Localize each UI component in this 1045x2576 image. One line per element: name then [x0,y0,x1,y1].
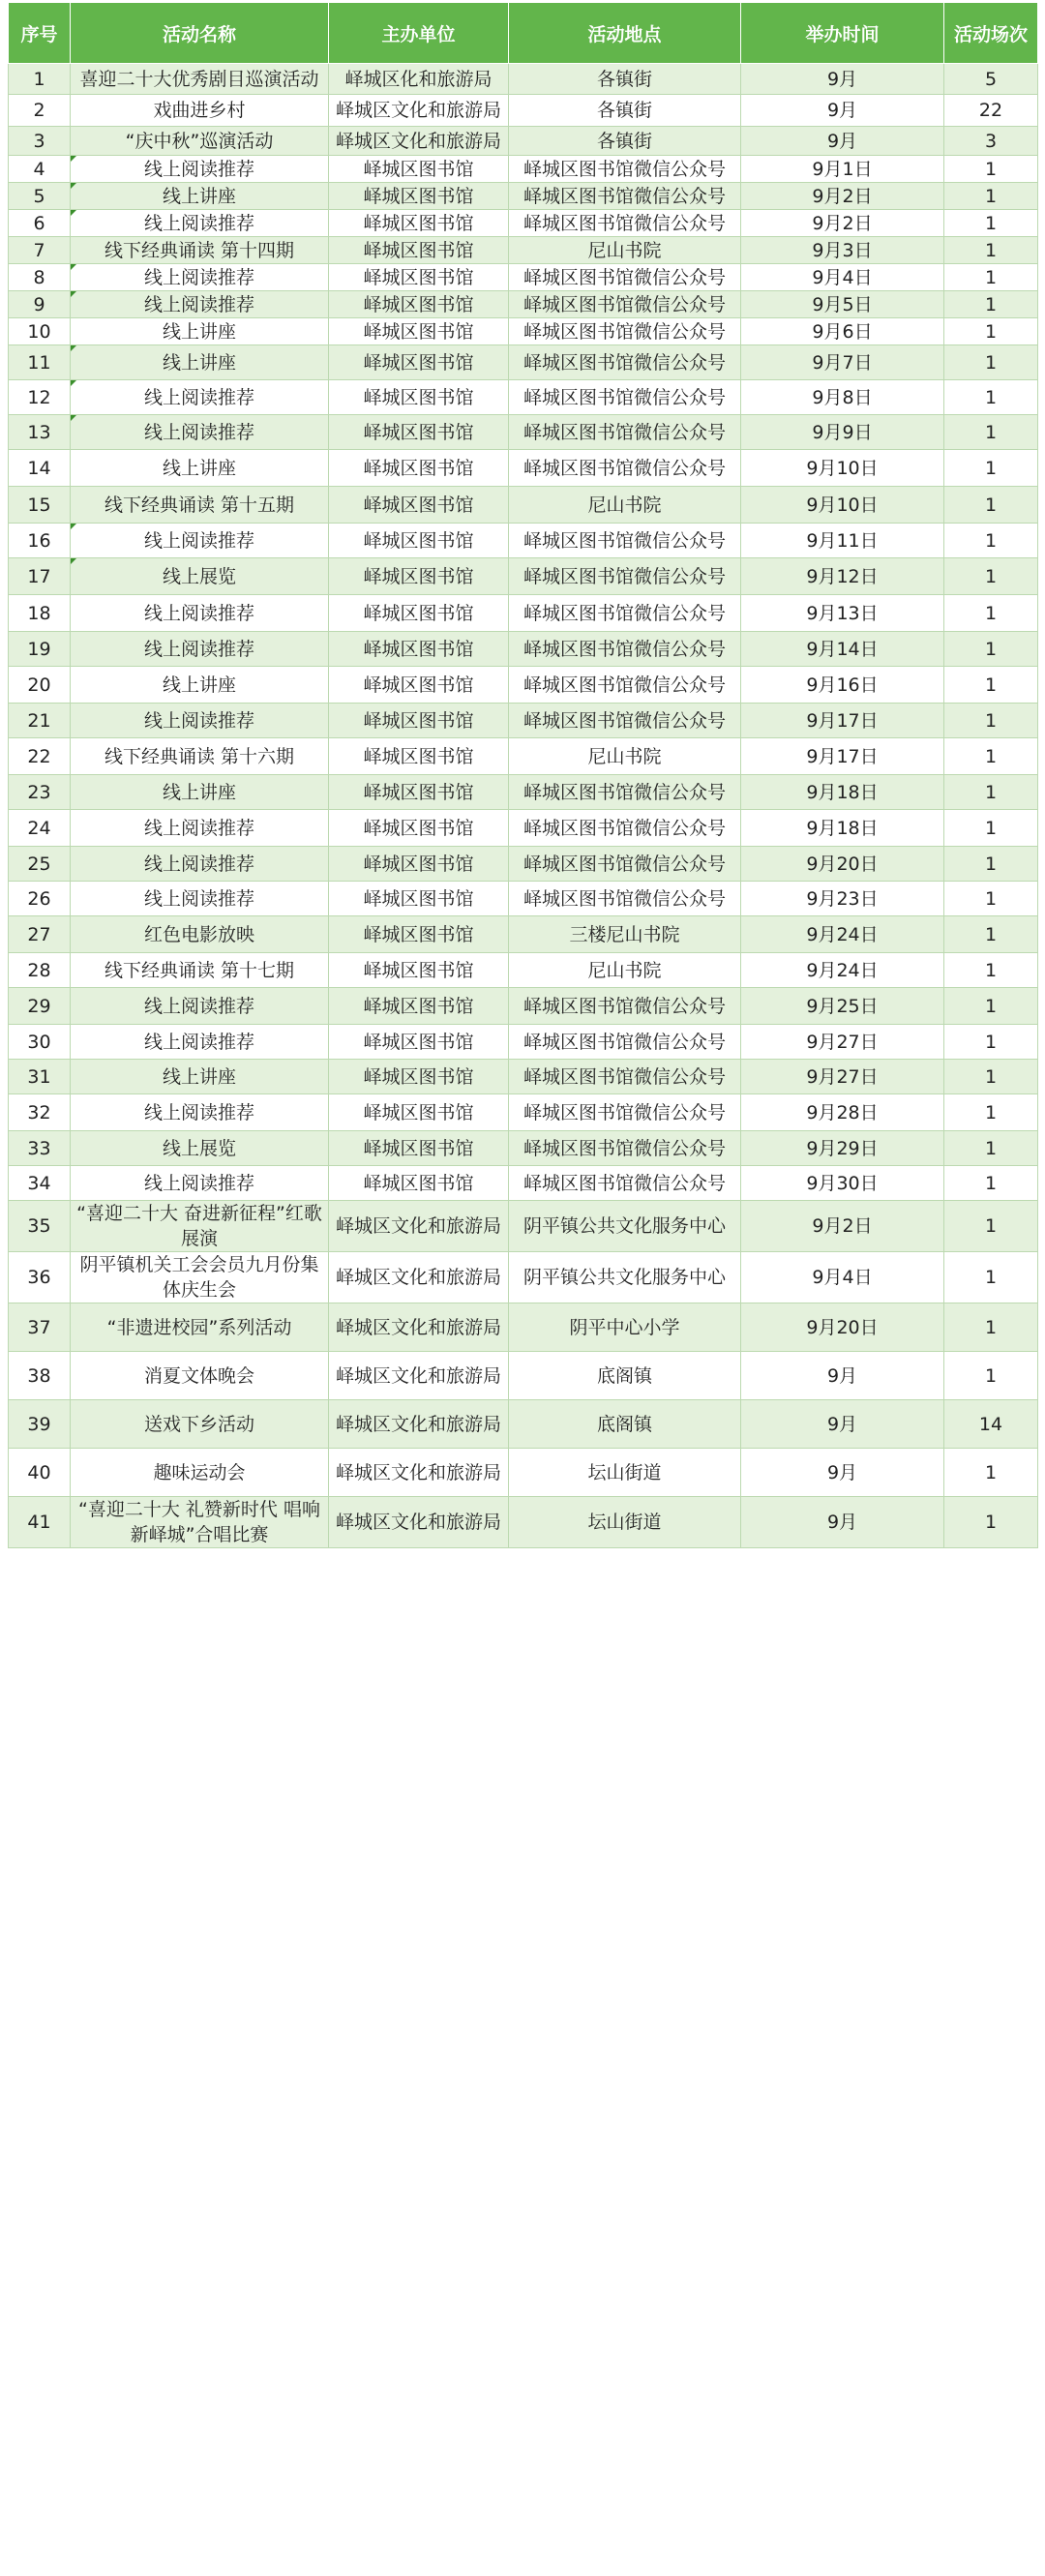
cell-organizer: 峄城区文化和旅游局 [329,1497,509,1548]
cell-location: 峄城区图书馆微信公众号 [509,291,741,318]
cell-activity-name: “喜迎二十大 礼赞新时代 唱响新峄城”合唱比赛 [71,1497,329,1548]
cell-organizer: 峄城区图书馆 [329,1131,509,1166]
cell-date: 9月24日 [741,953,944,988]
cell-location: 峄城区图书馆微信公众号 [509,775,741,810]
cell-organizer: 峄城区图书馆 [329,988,509,1025]
cell-location: 峄城区图书馆微信公众号 [509,415,741,450]
table-row [9,1252,1038,1303]
cell-date: 9月13日 [741,595,944,632]
cell-organizer: 峄城区图书馆 [329,291,509,318]
cell-organizer: 峄城区图书馆 [329,810,509,847]
cell-number: 25 [9,847,71,882]
cell-number: 14 [9,450,71,487]
cell-session-count: 1 [944,916,1038,953]
cell-activity-name: 线上阅读推荐 [71,264,329,291]
cell-session-count: 1 [944,1131,1038,1166]
table-row [9,1166,1038,1201]
cell-session-count: 1 [944,1166,1038,1201]
cell-number: 17 [9,558,71,595]
cell-session-count: 1 [944,882,1038,916]
cell-date: 9月29日 [741,1131,944,1166]
cell-location: 峄城区图书馆微信公众号 [509,810,741,847]
table-row [9,810,1038,847]
cell-number: 9 [9,291,71,318]
cell-date: 9月 [741,1352,944,1400]
table-row [9,1449,1038,1497]
cell-activity-name: 线上阅读推荐 [71,847,329,882]
cell-session-count: 1 [944,810,1038,847]
cell-location: 峄城区图书馆微信公众号 [509,1166,741,1201]
cell-number: 21 [9,704,71,738]
cell-location: 峄城区图书馆微信公众号 [509,183,741,210]
cell-session-count: 1 [944,237,1038,264]
cell-activity-name: 消夏文体晚会 [71,1352,329,1400]
cell-location: 峄城区图书馆微信公众号 [509,345,741,380]
table-row [9,953,1038,988]
cell-organizer: 峄城区图书馆 [329,1025,509,1060]
cell-date: 9月10日 [741,450,944,487]
cell-session-count: 1 [944,847,1038,882]
cell-number: 15 [9,487,71,524]
cell-number: 39 [9,1400,71,1449]
cell-number: 19 [9,632,71,667]
cell-session-count: 1 [944,1303,1038,1352]
cell-activity-name: 红色电影放映 [71,916,329,953]
cell-location: 尼山书院 [509,738,741,775]
table-row [9,237,1038,264]
cell-activity-name: 线上阅读推荐 [71,1094,329,1131]
cell-date: 9月 [741,127,944,156]
cell-session-count: 1 [944,558,1038,595]
cell-activity-name: 线上讲座 [71,1060,329,1094]
cell-location: 各镇街 [509,95,741,127]
cell-organizer: 峄城区图书馆 [329,318,509,345]
cell-number: 35 [9,1201,71,1252]
cell-organizer: 峄城区文化和旅游局 [329,95,509,127]
cell-location: 峄城区图书馆微信公众号 [509,1025,741,1060]
cell-session-count: 1 [944,1094,1038,1131]
cell-organizer: 峄城区图书馆 [329,415,509,450]
cell-session-count: 5 [944,64,1038,95]
cell-activity-name: “非遗进校园”系列活动 [71,1303,329,1352]
cell-location: 各镇街 [509,64,741,95]
cell-location: 坛山街道 [509,1449,741,1497]
cell-session-count: 1 [944,156,1038,183]
cell-date: 9月 [741,1400,944,1449]
cell-activity-name: 线上阅读推荐 [71,632,329,667]
table-row [9,524,1038,558]
cell-location: 峄城区图书馆微信公众号 [509,450,741,487]
cell-organizer: 峄城区图书馆 [329,237,509,264]
cell-date: 9月27日 [741,1025,944,1060]
cell-organizer: 峄城区文化和旅游局 [329,1352,509,1400]
table-row [9,916,1038,953]
cell-number: 10 [9,318,71,345]
cell-date: 9月18日 [741,810,944,847]
cell-location: 峄城区图书馆微信公众号 [509,1094,741,1131]
cell-session-count: 3 [944,127,1038,156]
cell-location: 尼山书院 [509,237,741,264]
cell-organizer: 峄城区图书馆 [329,953,509,988]
cell-location: 阴平镇公共文化服务中心 [509,1252,741,1303]
cell-location: 峄城区图书馆微信公众号 [509,988,741,1025]
cell-organizer: 峄城区文化和旅游局 [329,1201,509,1252]
cell-location: 坛山街道 [509,1497,741,1548]
cell-number: 30 [9,1025,71,1060]
cell-date: 9月2日 [741,210,944,237]
table-row [9,882,1038,916]
cell-date: 9月 [741,1449,944,1497]
cell-date: 9月8日 [741,380,944,415]
cell-location: 峄城区图书馆微信公众号 [509,595,741,632]
cell-session-count: 1 [944,380,1038,415]
cell-date: 9月2日 [741,1201,944,1252]
cell-location: 尼山书院 [509,487,741,524]
table-row [9,127,1038,156]
cell-activity-name: 线上阅读推荐 [71,380,329,415]
activities-table [8,2,1038,1548]
column-header-session-count: 活动场次 [944,3,1038,64]
cell-session-count: 14 [944,1400,1038,1449]
table-row [9,183,1038,210]
cell-location: 峄城区图书馆微信公众号 [509,156,741,183]
cell-organizer: 峄城区图书馆 [329,183,509,210]
cell-date: 9月6日 [741,318,944,345]
cell-number: 32 [9,1094,71,1131]
table-row [9,667,1038,704]
cell-location: 各镇街 [509,127,741,156]
table-row [9,775,1038,810]
table-row [9,156,1038,183]
cell-activity-name: 线上讲座 [71,318,329,345]
cell-location: 峄城区图书馆微信公众号 [509,1060,741,1094]
cell-organizer: 峄城区化和旅游局 [329,64,509,95]
cell-session-count: 1 [944,1025,1038,1060]
cell-location: 峄城区图书馆微信公众号 [509,882,741,916]
cell-organizer: 峄城区文化和旅游局 [329,1303,509,1352]
cell-organizer: 峄城区图书馆 [329,847,509,882]
cell-session-count: 1 [944,524,1038,558]
cell-number: 33 [9,1131,71,1166]
cell-session-count: 1 [944,183,1038,210]
cell-date: 9月20日 [741,847,944,882]
cell-session-count: 1 [944,1497,1038,1548]
cell-session-count: 1 [944,264,1038,291]
cell-session-count: 1 [944,1201,1038,1252]
cell-session-count: 1 [944,291,1038,318]
cell-date: 9月 [741,1497,944,1548]
cell-date: 9月18日 [741,775,944,810]
cell-number: 6 [9,210,71,237]
cell-number: 7 [9,237,71,264]
table-row [9,1352,1038,1400]
cell-session-count: 1 [944,632,1038,667]
cell-date: 9月5日 [741,291,944,318]
cell-date: 9月9日 [741,415,944,450]
table-row [9,558,1038,595]
table-row [9,264,1038,291]
table-row [9,1094,1038,1131]
cell-number: 3 [9,127,71,156]
cell-number: 36 [9,1252,71,1303]
cell-organizer: 峄城区图书馆 [329,345,509,380]
cell-organizer: 峄城区图书馆 [329,450,509,487]
cell-session-count: 1 [944,953,1038,988]
cell-organizer: 峄城区图书馆 [329,738,509,775]
table-row [9,345,1038,380]
column-header-organizer: 主办单位 [329,3,509,64]
cell-number: 24 [9,810,71,847]
cell-date: 9月27日 [741,1060,944,1094]
cell-date: 9月17日 [741,738,944,775]
cell-date: 9月2日 [741,183,944,210]
cell-number: 20 [9,667,71,704]
cell-number: 11 [9,345,71,380]
table-row [9,318,1038,345]
table-row [9,1497,1038,1548]
cell-organizer: 峄城区文化和旅游局 [329,1400,509,1449]
cell-activity-name: 线下经典诵读 第十四期 [71,237,329,264]
cell-location: 峄城区图书馆微信公众号 [509,704,741,738]
table-row [9,632,1038,667]
cell-location: 三楼尼山书院 [509,916,741,953]
table-row [9,487,1038,524]
cell-date: 9月17日 [741,704,944,738]
cell-date: 9月30日 [741,1166,944,1201]
cell-number: 16 [9,524,71,558]
cell-location: 阴平镇公共文化服务中心 [509,1201,741,1252]
cell-date: 9月14日 [741,632,944,667]
cell-organizer: 峄城区图书馆 [329,487,509,524]
cell-organizer: 峄城区图书馆 [329,380,509,415]
cell-number: 2 [9,95,71,127]
cell-activity-name: 趣味运动会 [71,1449,329,1497]
cell-date: 9月16日 [741,667,944,704]
cell-session-count: 1 [944,345,1038,380]
cell-activity-name: 线上阅读推荐 [71,595,329,632]
cell-location: 峄城区图书馆微信公众号 [509,210,741,237]
cell-date: 9月10日 [741,487,944,524]
cell-session-count: 1 [944,318,1038,345]
table-row [9,595,1038,632]
cell-location: 底阁镇 [509,1400,741,1449]
cell-activity-name: 喜迎二十大优秀剧目巡演活动 [71,64,329,95]
header-row [9,3,1038,64]
cell-number: 38 [9,1352,71,1400]
cell-activity-name: 线上讲座 [71,775,329,810]
cell-session-count: 22 [944,95,1038,127]
cell-activity-name: 线上阅读推荐 [71,988,329,1025]
cell-location: 峄城区图书馆微信公众号 [509,380,741,415]
cell-organizer: 峄城区图书馆 [329,1166,509,1201]
table-row [9,64,1038,95]
cell-location: 阴平中心小学 [509,1303,741,1352]
cell-organizer: 峄城区图书馆 [329,524,509,558]
cell-number: 22 [9,738,71,775]
table-row [9,988,1038,1025]
cell-activity-name: 线上阅读推荐 [71,1166,329,1201]
cell-activity-name: 线上展览 [71,1131,329,1166]
cell-number: 28 [9,953,71,988]
cell-organizer: 峄城区文化和旅游局 [329,127,509,156]
cell-organizer: 峄城区图书馆 [329,558,509,595]
cell-number: 1 [9,64,71,95]
cell-activity-name: 线上讲座 [71,450,329,487]
cell-location: 峄城区图书馆微信公众号 [509,264,741,291]
table-row [9,450,1038,487]
cell-activity-name: 线上阅读推荐 [71,524,329,558]
cell-date: 9月 [741,64,944,95]
cell-date: 9月28日 [741,1094,944,1131]
cell-session-count: 1 [944,738,1038,775]
cell-activity-name: 阴平镇机关工会会员九月份集体庆生会 [71,1252,329,1303]
cell-date: 9月12日 [741,558,944,595]
table-body [9,64,1038,1548]
cell-activity-name: 线上阅读推荐 [71,156,329,183]
cell-organizer: 峄城区图书馆 [329,916,509,953]
cell-activity-name: 线下经典诵读 第十六期 [71,738,329,775]
cell-number: 8 [9,264,71,291]
cell-session-count: 1 [944,704,1038,738]
cell-number: 37 [9,1303,71,1352]
cell-session-count: 1 [944,1352,1038,1400]
cell-location: 峄城区图书馆微信公众号 [509,847,741,882]
table-row [9,1400,1038,1449]
cell-activity-name: 线上阅读推荐 [71,810,329,847]
cell-session-count: 1 [944,667,1038,704]
cell-number: 31 [9,1060,71,1094]
cell-activity-name: 线上讲座 [71,667,329,704]
cell-organizer: 峄城区文化和旅游局 [329,1252,509,1303]
cell-number: 13 [9,415,71,450]
column-header-date: 举办时间 [741,3,944,64]
cell-date: 9月20日 [741,1303,944,1352]
cell-date: 9月7日 [741,345,944,380]
cell-activity-name: 线上阅读推荐 [71,210,329,237]
cell-date: 9月11日 [741,524,944,558]
cell-number: 41 [9,1497,71,1548]
cell-number: 40 [9,1449,71,1497]
cell-organizer: 峄城区图书馆 [329,704,509,738]
cell-session-count: 1 [944,775,1038,810]
cell-organizer: 峄城区文化和旅游局 [329,1449,509,1497]
cell-number: 23 [9,775,71,810]
cell-activity-name: 线上阅读推荐 [71,291,329,318]
table-row [9,1201,1038,1252]
cell-activity-name: 戏曲进乡村 [71,95,329,127]
cell-location: 峄城区图书馆微信公众号 [509,632,741,667]
table-row [9,1303,1038,1352]
cell-session-count: 1 [944,487,1038,524]
column-header-location: 活动地点 [509,3,741,64]
table-row [9,847,1038,882]
cell-number: 29 [9,988,71,1025]
cell-activity-name: 线下经典诵读 第十五期 [71,487,329,524]
cell-location: 峄城区图书馆微信公众号 [509,524,741,558]
cell-organizer: 峄城区图书馆 [329,1094,509,1131]
cell-date: 9月3日 [741,237,944,264]
cell-session-count: 1 [944,1060,1038,1094]
cell-activity-name: “庆中秋”巡演活动 [71,127,329,156]
cell-activity-name: 送戏下乡活动 [71,1400,329,1449]
cell-activity-name: 线上阅读推荐 [71,1025,329,1060]
cell-number: 12 [9,380,71,415]
table-row [9,291,1038,318]
cell-date: 9月 [741,95,944,127]
cell-organizer: 峄城区图书馆 [329,595,509,632]
column-header-activity-name: 活动名称 [71,3,329,64]
table-row [9,1060,1038,1094]
cell-number: 27 [9,916,71,953]
table-row [9,1131,1038,1166]
cell-location: 峄城区图书馆微信公众号 [509,318,741,345]
cell-activity-name: 线下经典诵读 第十七期 [71,953,329,988]
cell-organizer: 峄城区图书馆 [329,156,509,183]
cell-organizer: 峄城区图书馆 [329,1060,509,1094]
cell-date: 9月23日 [741,882,944,916]
cell-session-count: 1 [944,415,1038,450]
cell-session-count: 1 [944,450,1038,487]
cell-date: 9月25日 [741,988,944,1025]
cell-activity-name: 线上阅读推荐 [71,415,329,450]
cell-location: 底阁镇 [509,1352,741,1400]
cell-activity-name: 线上讲座 [71,345,329,380]
cell-activity-name: 线上展览 [71,558,329,595]
cell-organizer: 峄城区图书馆 [329,882,509,916]
table-row [9,704,1038,738]
cell-organizer: 峄城区图书馆 [329,667,509,704]
cell-location: 尼山书院 [509,953,741,988]
cell-date: 9月1日 [741,156,944,183]
cell-date: 9月4日 [741,1252,944,1303]
cell-number: 4 [9,156,71,183]
table-row [9,210,1038,237]
cell-location: 峄城区图书馆微信公众号 [509,1131,741,1166]
cell-session-count: 1 [944,1252,1038,1303]
table-row [9,380,1038,415]
cell-activity-name: 线上讲座 [71,183,329,210]
cell-location: 峄城区图书馆微信公众号 [509,667,741,704]
table-row [9,738,1038,775]
cell-number: 34 [9,1166,71,1201]
table-row [9,415,1038,450]
column-header-number: 序号 [9,3,71,64]
cell-organizer: 峄城区图书馆 [329,264,509,291]
cell-number: 26 [9,882,71,916]
table-row [9,1025,1038,1060]
cell-activity-name: “喜迎二十大 奋进新征程”红歌展演 [71,1201,329,1252]
cell-organizer: 峄城区图书馆 [329,775,509,810]
cell-session-count: 1 [944,210,1038,237]
table-row [9,95,1038,127]
cell-number: 18 [9,595,71,632]
cell-activity-name: 线上阅读推荐 [71,704,329,738]
cell-organizer: 峄城区图书馆 [329,210,509,237]
cell-number: 5 [9,183,71,210]
cell-date: 9月4日 [741,264,944,291]
cell-session-count: 1 [944,1449,1038,1497]
cell-session-count: 1 [944,988,1038,1025]
cell-activity-name: 线上阅读推荐 [71,882,329,916]
cell-date: 9月24日 [741,916,944,953]
cell-organizer: 峄城区图书馆 [329,632,509,667]
cell-session-count: 1 [944,595,1038,632]
cell-location: 峄城区图书馆微信公众号 [509,558,741,595]
